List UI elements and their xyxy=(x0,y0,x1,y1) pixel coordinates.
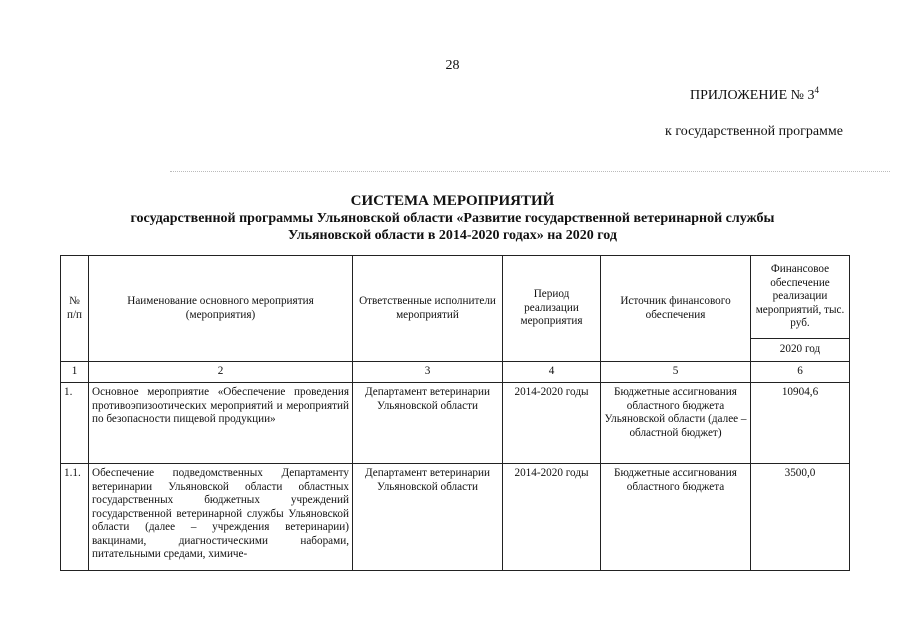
appendix-superscript: 4 xyxy=(814,85,819,95)
table-header-row xyxy=(61,256,850,339)
column-number: 5 xyxy=(601,362,751,383)
row-amount: 10904,6 xyxy=(751,383,850,464)
row-period: 2014-2020 годы xyxy=(503,464,601,571)
row-num: 1. xyxy=(61,383,89,464)
appendix-title-text: ПРИЛОЖЕНИЕ № 3 xyxy=(690,88,815,103)
header-num: № п/п xyxy=(61,256,89,362)
row-period: 2014-2020 годы xyxy=(503,383,601,464)
column-number: 6 xyxy=(751,362,850,383)
row-name: Обеспечение подведомственных Департаменту ветеринарии Ульяновской области областных государственных бюджетных учреждений государственной ветеринарной службы Ульяновской области (далее – учреждения ветеринарии) вакцинами, диагностическими наборами, питательными средами, химиче- xyxy=(89,464,353,571)
appendix-title xyxy=(690,85,819,104)
row-source: Бюджетные ассигнования областного бюджета xyxy=(601,464,751,571)
table-row xyxy=(61,464,850,571)
row-executor: Департамент ветеринарии Ульяновской области xyxy=(353,383,503,464)
row-amount: 3500,0 xyxy=(751,464,850,571)
row-name: Основное мероприятие «Обеспечение проведения противоэпизоотических мероприятий и мероприятий по безопасности пищевой продукции» xyxy=(89,383,353,464)
header-period: Период реализации мероприятия xyxy=(503,256,601,362)
header-executors: Ответственные исполнители мероприятий xyxy=(353,256,503,362)
row-source: Бюджетные ассигнования областного бюджета Ульяновской области (далее – областной бюджет) xyxy=(601,383,751,464)
heading-line-3: Ульяновской области в 2014-2020 годах» на 2020 год xyxy=(288,228,617,243)
document-heading xyxy=(0,193,905,244)
column-number: 2 xyxy=(89,362,353,383)
header-finance: Финансовое обеспечение реализации мероприятий, тыс. руб. xyxy=(751,256,850,339)
heading-line-1: СИСТЕМА МЕРОПРИЯТИЙ xyxy=(350,193,555,209)
page-number: 28 xyxy=(445,58,460,73)
column-number-row xyxy=(61,362,850,383)
row-executor: Департамент ветеринарии Ульяновской области xyxy=(353,464,503,571)
appendix-subtitle: к государственной программе xyxy=(665,124,843,139)
row-num: 1.1. xyxy=(61,464,89,571)
header-source: Источник финансового обеспечения xyxy=(601,256,751,362)
column-number: 1 xyxy=(61,362,89,383)
header-finance-year: 2020 год xyxy=(751,339,850,362)
table-row xyxy=(61,383,850,464)
events-table xyxy=(60,255,850,571)
header-name: Наименование основного мероприятия (мероприятия) xyxy=(89,256,353,362)
column-number: 4 xyxy=(503,362,601,383)
heading-line-2: государственной программы Ульяновской области «Развитие государственной ветеринарной службы xyxy=(130,211,775,226)
scan-artifact-line xyxy=(170,171,890,172)
column-number: 3 xyxy=(353,362,503,383)
